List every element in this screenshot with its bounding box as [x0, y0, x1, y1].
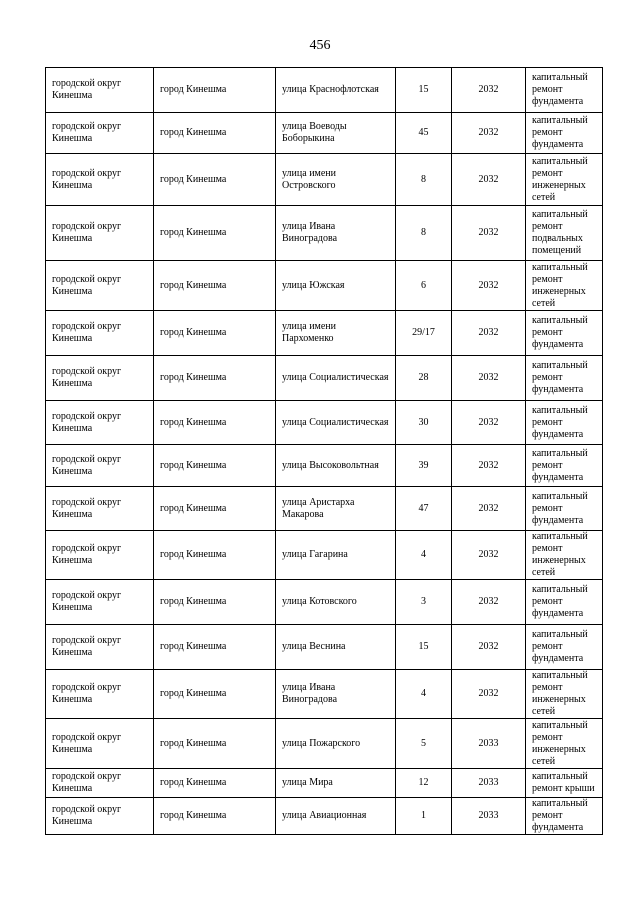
work-type-cell: капитальный ремонт фундамента	[526, 68, 603, 113]
table-row	[46, 445, 603, 487]
house-number-cell: 6	[396, 261, 452, 311]
street-cell: улица Мира	[276, 769, 396, 798]
street-cell: улица Социалистическая	[276, 401, 396, 445]
work-type-cell: капитальный ремонт фундамента	[526, 113, 603, 154]
municipality-cell: городской округ Кинешма	[46, 113, 154, 154]
year-cell: 2032	[452, 670, 526, 719]
table-row	[46, 154, 603, 206]
settlement-cell: город Кинешма	[154, 487, 276, 531]
year-cell: 2033	[452, 798, 526, 835]
work-type-cell: капитальный ремонт фундамента	[526, 625, 603, 670]
work-type-cell: капитальный ремонт инженерных сетей	[526, 670, 603, 719]
work-type-cell: капитальный ремонт инженерных сетей	[526, 154, 603, 206]
settlement-cell: город Кинешма	[154, 206, 276, 261]
year-cell: 2032	[452, 445, 526, 487]
municipality-cell: городской округ Кинешма	[46, 625, 154, 670]
table-row	[46, 670, 603, 719]
street-cell: улица Гагарина	[276, 531, 396, 580]
year-cell: 2032	[452, 625, 526, 670]
municipality-cell: городской округ Кинешма	[46, 445, 154, 487]
table-row	[46, 798, 603, 835]
street-cell: улица Социалистическая	[276, 356, 396, 401]
year-cell: 2032	[452, 487, 526, 531]
house-number-cell: 12	[396, 769, 452, 798]
municipality-cell: городской округ Кинешма	[46, 206, 154, 261]
house-number-cell: 5	[396, 719, 452, 769]
year-cell: 2032	[452, 580, 526, 625]
table-row	[46, 68, 603, 113]
table-body	[46, 68, 603, 835]
municipality-cell: городской округ Кинешма	[46, 769, 154, 798]
street-cell: улица Пожарского	[276, 719, 396, 769]
municipality-cell: городской округ Кинешма	[46, 311, 154, 356]
settlement-cell: город Кинешма	[154, 261, 276, 311]
settlement-cell: город Кинешма	[154, 401, 276, 445]
settlement-cell: город Кинешма	[154, 769, 276, 798]
year-cell: 2032	[452, 154, 526, 206]
street-cell: улица Южская	[276, 261, 396, 311]
table-row	[46, 356, 603, 401]
municipality-cell: городской округ Кинешма	[46, 261, 154, 311]
work-type-cell: капитальный ремонт фундамента	[526, 311, 603, 356]
work-type-cell: капитальный ремонт крыши	[526, 769, 603, 798]
work-type-cell: капитальный ремонт фундамента	[526, 401, 603, 445]
work-type-cell: капитальный ремонт фундамента	[526, 798, 603, 835]
table-row	[46, 261, 603, 311]
repair-schedule-table	[45, 67, 603, 835]
municipality-cell: городской округ Кинешма	[46, 670, 154, 719]
table-row	[46, 625, 603, 670]
work-type-cell: капитальный ремонт фундамента	[526, 487, 603, 531]
municipality-cell: городской округ Кинешма	[46, 154, 154, 206]
table-row	[46, 719, 603, 769]
municipality-cell: городской округ Кинешма	[46, 68, 154, 113]
table-row	[46, 311, 603, 356]
year-cell: 2033	[452, 719, 526, 769]
street-cell: улица Ивана Виноградова	[276, 206, 396, 261]
settlement-cell: город Кинешма	[154, 68, 276, 113]
work-type-cell: капитальный ремонт подвальных помещений	[526, 206, 603, 261]
settlement-cell: город Кинешма	[154, 580, 276, 625]
municipality-cell: городской округ Кинешма	[46, 798, 154, 835]
page-number: 456	[309, 38, 331, 53]
house-number-cell: 29/17	[396, 311, 452, 356]
street-cell: улица Веснина	[276, 625, 396, 670]
settlement-cell: город Кинешма	[154, 798, 276, 835]
municipality-cell: городской округ Кинешма	[46, 580, 154, 625]
work-type-cell: капитальный ремонт фундамента	[526, 445, 603, 487]
house-number-cell: 1	[396, 798, 452, 835]
street-cell: улица Краснофлотская	[276, 68, 396, 113]
house-number-cell: 45	[396, 113, 452, 154]
work-type-cell: капитальный ремонт фундамента	[526, 356, 603, 401]
house-number-cell: 8	[396, 154, 452, 206]
house-number-cell: 15	[396, 625, 452, 670]
street-cell: улица Аристарха Макарова	[276, 487, 396, 531]
year-cell: 2032	[452, 531, 526, 580]
settlement-cell: город Кинешма	[154, 113, 276, 154]
street-cell: улица Высоковольтная	[276, 445, 396, 487]
year-cell: 2032	[452, 68, 526, 113]
table-row	[46, 769, 603, 798]
house-number-cell: 4	[396, 531, 452, 580]
street-cell: улица имени Пархоменко	[276, 311, 396, 356]
year-cell: 2032	[452, 206, 526, 261]
street-cell: улица имени Островского	[276, 154, 396, 206]
settlement-cell: город Кинешма	[154, 625, 276, 670]
settlement-cell: город Кинешма	[154, 154, 276, 206]
table-row	[46, 401, 603, 445]
work-type-cell: капитальный ремонт инженерных сетей	[526, 531, 603, 580]
table-row	[46, 113, 603, 154]
house-number-cell: 39	[396, 445, 452, 487]
house-number-cell: 3	[396, 580, 452, 625]
street-cell: улица Котовского	[276, 580, 396, 625]
municipality-cell: городской округ Кинешма	[46, 487, 154, 531]
settlement-cell: город Кинешма	[154, 531, 276, 580]
municipality-cell: городской округ Кинешма	[46, 719, 154, 769]
year-cell: 2032	[452, 311, 526, 356]
street-cell: улица Ивана Виноградова	[276, 670, 396, 719]
house-number-cell: 28	[396, 356, 452, 401]
settlement-cell: город Кинешма	[154, 670, 276, 719]
settlement-cell: город Кинешма	[154, 719, 276, 769]
house-number-cell: 4	[396, 670, 452, 719]
table-row	[46, 531, 603, 580]
municipality-cell: городской округ Кинешма	[46, 356, 154, 401]
house-number-cell: 47	[396, 487, 452, 531]
work-type-cell: капитальный ремонт инженерных сетей	[526, 719, 603, 769]
year-cell: 2032	[452, 113, 526, 154]
table-row	[46, 206, 603, 261]
settlement-cell: город Кинешма	[154, 356, 276, 401]
work-type-cell: капитальный ремонт инженерных сетей	[526, 261, 603, 311]
table-row	[46, 580, 603, 625]
year-cell: 2033	[452, 769, 526, 798]
year-cell: 2032	[452, 356, 526, 401]
year-cell: 2032	[452, 261, 526, 311]
house-number-cell: 30	[396, 401, 452, 445]
municipality-cell: городской округ Кинешма	[46, 531, 154, 580]
settlement-cell: город Кинешма	[154, 311, 276, 356]
house-number-cell: 8	[396, 206, 452, 261]
municipality-cell: городской округ Кинешма	[46, 401, 154, 445]
table-row	[46, 487, 603, 531]
street-cell: улица Авиационная	[276, 798, 396, 835]
settlement-cell: город Кинешма	[154, 445, 276, 487]
house-number-cell: 15	[396, 68, 452, 113]
year-cell: 2032	[452, 401, 526, 445]
work-type-cell: капитальный ремонт фундамента	[526, 580, 603, 625]
street-cell: улица Воеводы Боборыкина	[276, 113, 396, 154]
